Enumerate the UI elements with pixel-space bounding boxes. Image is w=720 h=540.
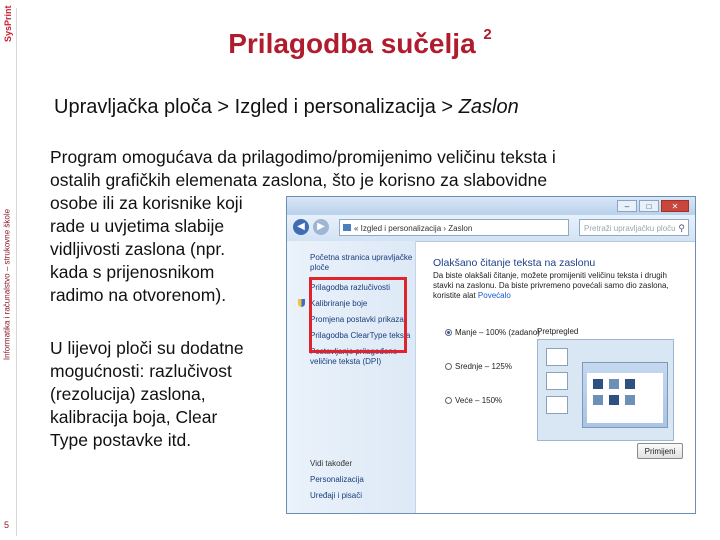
preview-tile [609,395,619,405]
search-placeholder: Pretraži upravljačku ploču [584,224,676,233]
custom-dpi-link-line2[interactable]: veličine teksta (DPI) [310,357,382,366]
preview-tile [593,395,603,405]
search-input[interactable] [579,219,689,236]
control-panel-home-link-line2[interactable]: ploče [310,263,330,272]
left-pane-item[interactable]: Prilagodba razlučivosti [310,283,391,292]
paragraph-line: U lijevoj ploči su dodatne [50,338,244,358]
left-pane [287,241,416,513]
search-icon: ⚲ [678,223,685,233]
highlight-box [309,277,407,353]
logo-text: SysPrint [3,5,13,42]
close-button[interactable]: ✕ [661,200,689,212]
paragraph-line: (rezolucija) zaslona, [50,384,206,404]
left-pane-item[interactable]: Prilagodba ClearType teksta [310,331,411,340]
slide-title [0,28,720,60]
left-pane-item[interactable]: Kalibriranje boje [310,299,368,308]
left-pane-item[interactable]: Promjena postavki prikaza [310,315,404,324]
page-number: 5 [4,520,10,530]
desktop-icon [546,372,568,390]
text-size-radio-smaller[interactable] [445,329,452,336]
paragraph-line: mogućnosti: razlučivost [50,361,232,381]
option-label[interactable]: Manje – 100% (zadano) [455,328,540,337]
preview-image [537,339,674,441]
see-also-link[interactable]: Personalizacija [310,475,364,484]
see-also-link[interactable]: Uređaji i pisači [310,491,363,500]
left-pane-paragraph [50,337,280,452]
address-text: « Izgled i personalizacija › Zaslon [354,224,473,233]
maximize-button[interactable]: □ [639,200,659,212]
back-arrow-icon[interactable]: ◀ [293,219,309,235]
paragraph-line: osobe ili za korisnike koji [50,193,243,213]
breadcrumb-current: Zaslon [458,96,519,118]
text-size-radio-larger[interactable] [445,397,452,404]
option-label[interactable]: Veće – 150% [455,396,503,405]
breadcrumb [54,96,519,119]
paragraph-line: Program omogućava da prilagodimo/promijenimo veličinu teksta i [50,147,556,167]
paragraph-line: kalibracija boja, Clear [50,407,218,427]
preview-tile [609,379,619,389]
content-heading: Olakšano čitanje teksta na zaslonu [433,257,596,269]
slide-title-superscript: 2 [483,26,492,43]
see-also-heading: Vidi također [310,459,353,468]
apply-button[interactable]: Primijeni [637,443,683,459]
desktop-icon [546,396,568,414]
preview-window-body [587,373,663,423]
window-titlebar[interactable] [287,197,695,215]
address-bar-row [287,215,695,242]
slide-title-text: Prilagodba sučelja [228,28,476,59]
side-course-label: Informatika i računalstvo – strukovne škole [2,208,12,361]
option-label[interactable]: Srednje – 125% [455,362,512,371]
custom-dpi-link-line1[interactable]: Postavljanje prilagođene [310,347,398,356]
preview-tile [625,379,635,389]
main-content [415,241,695,513]
paragraph-line: kada s prijenosnikom [50,262,215,282]
preview-window [582,362,668,428]
preview-tile [593,379,603,389]
minimize-button[interactable]: – [617,200,637,212]
magnifier-link[interactable]: Povećalo [477,291,511,300]
folder-icon [343,224,351,231]
window-controls [617,200,689,212]
side-divider [16,8,17,536]
description-text: Da biste olakšali čitanje, možete promijeniti veličinu teksta i drugih stavki na zaslonu. Da biste privremeno povećali samo dio zaslona, koristite alat [433,271,669,300]
display-settings-window [286,196,696,514]
address-field[interactable] [339,219,569,236]
control-panel-home-link-line1[interactable]: Početna stranica upravljačke [310,253,413,262]
breadcrumb-path: Upravljačka ploča > Izgled i personalizacija > [54,96,459,118]
preview-tile [625,395,635,405]
content-description [433,271,688,301]
shield-icon [298,299,305,307]
paragraph-line: Type postavke itd. [50,430,192,450]
paragraph-line: vidljivosti zaslona (npr. [50,239,226,259]
paragraph-line: radimo na otvorenom). [50,285,227,305]
desktop-icon [546,348,568,366]
preview-label: Pretpregled [537,327,579,336]
text-size-radio-medium[interactable] [445,363,452,370]
paragraph-line: rade u uvjetima slabije [50,216,225,236]
forward-arrow-icon[interactable]: ▶ [313,219,329,235]
paragraph-line: ostalih grafičkih elemenata zaslona, što je korisno za slabovidne [50,170,548,190]
